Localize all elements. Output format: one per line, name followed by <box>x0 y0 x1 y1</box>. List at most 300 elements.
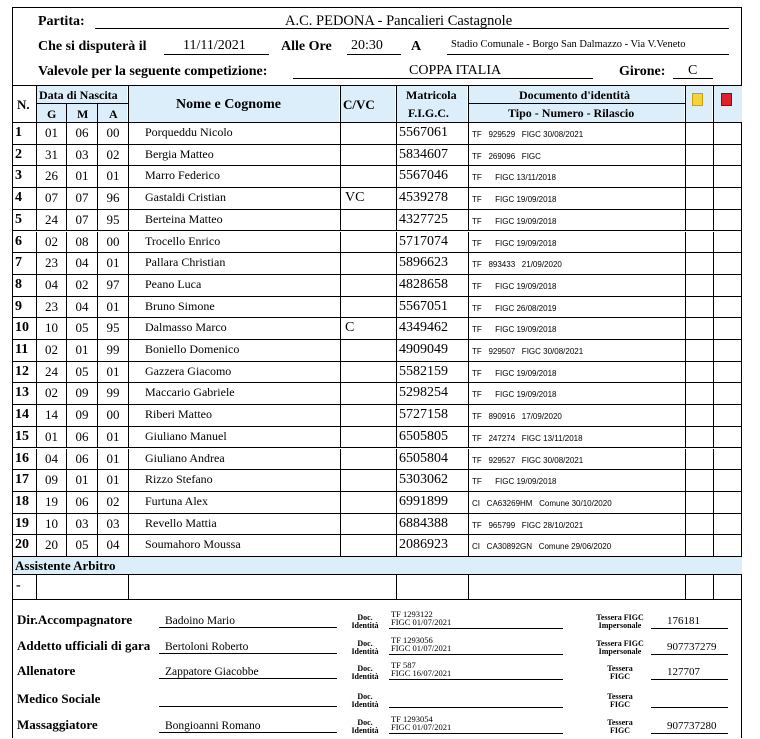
disputera-label: Che si disputerà il <box>38 39 147 54</box>
player-document: TF FIGC 19/09/2018 <box>472 216 557 226</box>
player-document: CI CA63269HM Comune 30/10/2020 <box>472 498 612 508</box>
row-divider <box>128 297 129 319</box>
hdr-div-2 <box>128 86 129 122</box>
player-name: Maccario Gabriele <box>145 385 235 400</box>
row-divider <box>685 405 686 427</box>
player-number: 13 <box>15 385 29 401</box>
player-name: Bruno Simone <box>145 298 215 313</box>
row-divider <box>468 514 469 536</box>
player-document: TF 965799 FIGC 28/10/2021 <box>472 520 584 530</box>
row-divider <box>128 514 129 536</box>
row-divider <box>685 123 686 145</box>
distinta-sheet <box>12 7 742 738</box>
player-number: 7 <box>15 255 22 271</box>
hdr-div-ma <box>97 103 98 122</box>
player-name: Giuliano Manuel <box>145 428 227 443</box>
player-number: 18 <box>15 493 29 509</box>
row-divider <box>468 405 469 427</box>
row-divider <box>468 362 469 384</box>
player-birth-month: 03 <box>75 146 89 162</box>
player-row <box>13 253 742 275</box>
player-birth-year: 00 <box>106 407 120 423</box>
player-number: 5 <box>15 211 22 227</box>
player-birth-day: 04 <box>45 276 58 292</box>
player-name: Bergia Matteo <box>145 146 214 161</box>
doc-label-2: Identità <box>351 647 379 656</box>
player-name: Pallara Christian <box>145 255 226 270</box>
tessera-value: 176181 <box>667 615 700 627</box>
player-name: Rizzo Stefano <box>145 472 213 487</box>
row-divider <box>685 318 686 340</box>
tessera-label-1: Tessera <box>607 692 633 701</box>
player-row <box>13 275 742 297</box>
row-divider <box>396 514 397 536</box>
column-header <box>13 85 742 123</box>
player-birth-month: 04 <box>75 255 89 271</box>
row-divider <box>128 210 129 232</box>
player-matricola: 5834607 <box>399 146 448 162</box>
player-matricola: 5727158 <box>399 407 448 423</box>
player-birth-day: 20 <box>45 537 58 553</box>
doc-value-2: FIGC 16/07/2021 <box>391 668 452 678</box>
player-birth-day: 19 <box>45 493 58 509</box>
staff-role-label: Addetto ufficiali di gara <box>17 638 151 653</box>
player-name: Furtuna Alex <box>145 493 208 508</box>
tessera-value: 907737280 <box>667 720 717 732</box>
doc-label-1: Doc. <box>357 718 373 727</box>
as-div-6 <box>713 575 714 599</box>
player-number: 15 <box>15 428 29 444</box>
tessera-value: 127707 <box>667 666 700 678</box>
player-birth-month: 09 <box>75 385 89 401</box>
row-divider <box>340 275 341 297</box>
row-divider <box>128 362 129 384</box>
girone-value: C <box>688 63 698 78</box>
doc-value-1: TF 1293054 <box>391 714 433 724</box>
player-matricola: 5582159 <box>399 363 448 379</box>
player-birth-year: 00 <box>106 125 120 140</box>
player-number: 2 <box>15 146 22 162</box>
player-row <box>13 514 742 536</box>
tessera-label-2: Impersonale <box>598 621 642 630</box>
player-row <box>13 362 742 384</box>
staff-name: Bertoloni Roberto <box>165 641 249 653</box>
assistente-row <box>13 575 742 600</box>
row-divider <box>713 362 714 384</box>
player-document: TF 890916 17/09/2020 <box>472 412 562 422</box>
player-number: 12 <box>15 363 29 379</box>
match-time: 20:30 <box>351 38 383 53</box>
hdr-cvc: C/VC <box>343 97 375 112</box>
row-divider <box>340 340 341 362</box>
row-divider <box>128 427 129 449</box>
player-number: 19 <box>15 515 29 531</box>
row-divider <box>128 492 129 514</box>
player-birth-day: 04 <box>45 450 58 466</box>
player-birth-day: 01 <box>45 125 58 140</box>
player-birth-year: 95 <box>106 320 120 336</box>
row-divider <box>396 449 397 471</box>
player-document: TF FIGC 19/09/2018 <box>472 238 557 248</box>
player-birth-month: 01 <box>75 342 89 357</box>
row-divider <box>713 405 714 427</box>
row-divider <box>396 318 397 340</box>
player-document: TF FIGC 26/08/2019 <box>472 303 557 313</box>
player-matricola: 5717074 <box>399 233 448 249</box>
player-number: 17 <box>15 472 29 488</box>
player-birth-year: 00 <box>106 233 120 249</box>
player-matricola: 2086923 <box>399 537 448 553</box>
row-divider <box>396 188 397 210</box>
row-divider <box>340 470 341 492</box>
player-birth-month: 03 <box>75 515 89 531</box>
row-divider <box>685 492 686 514</box>
row-divider <box>396 145 397 167</box>
player-matricola: 4349462 <box>399 320 448 336</box>
player-row <box>13 470 742 492</box>
row-divider <box>685 427 686 449</box>
player-number: 4 <box>15 190 22 206</box>
player-document: TF FIGC 19/09/2018 <box>472 325 557 335</box>
player-number: 16 <box>15 450 29 466</box>
row-divider <box>685 210 686 232</box>
row-divider <box>713 253 714 275</box>
hdr-split-data <box>37 103 128 104</box>
hdr-div-6 <box>685 86 686 122</box>
player-birth-month: 09 <box>75 407 89 423</box>
row-divider <box>468 318 469 340</box>
player-matricola: 6505805 <box>399 428 448 444</box>
player-matricola: 6884388 <box>399 515 448 531</box>
player-number: 14 <box>15 407 29 423</box>
hdr-documento: Documento d'identità <box>519 88 630 102</box>
player-document: TF FIGC 13/11/2018 <box>472 173 556 183</box>
player-birth-month: 06 <box>75 450 89 466</box>
row-divider <box>128 383 129 405</box>
row-divider <box>396 166 397 188</box>
row-divider <box>685 145 686 167</box>
row-divider <box>340 188 341 210</box>
row-divider <box>396 123 397 145</box>
player-matricola: 6991899 <box>399 493 448 509</box>
assistente-label: Assistente Arbitro <box>15 558 116 573</box>
tessera-label-2: FIGC <box>610 672 630 681</box>
row-divider <box>685 470 686 492</box>
player-birth-day: 23 <box>45 255 58 271</box>
staff-role-label: Massaggiatore <box>17 717 98 732</box>
row-divider <box>685 535 686 557</box>
row-divider <box>713 449 714 471</box>
player-number: 1 <box>15 125 22 140</box>
row-divider <box>713 210 714 232</box>
staff-name-underline <box>159 688 337 707</box>
player-birth-year: 01 <box>106 168 120 184</box>
doc-label-1: Doc. <box>357 639 373 648</box>
row-divider <box>685 275 686 297</box>
row-divider <box>396 383 397 405</box>
player-name: Gastaldi Cristian <box>145 190 226 205</box>
row-divider <box>396 275 397 297</box>
player-matricola: 5298254 <box>399 385 448 401</box>
row-divider <box>468 492 469 514</box>
row-divider <box>713 492 714 514</box>
row-divider <box>128 318 129 340</box>
row-divider <box>685 166 686 188</box>
doc-value-2: FIGC 01/07/2021 <box>391 722 452 732</box>
doc-label-1: Doc. <box>357 613 373 622</box>
player-birth-year: 02 <box>106 146 120 162</box>
row-divider <box>468 232 469 254</box>
player-name: Porqueddu Nicolo <box>145 125 233 139</box>
player-name: Gazzera Giacomo <box>145 363 232 378</box>
match-date: 11/11/2021 <box>183 38 246 53</box>
row-divider <box>713 188 714 210</box>
player-birth-year: 01 <box>106 428 120 444</box>
row-divider <box>128 340 129 362</box>
tessera-label-1: Tessera <box>607 718 633 727</box>
row-divider <box>713 427 714 449</box>
staff-name: Badoino Mario <box>165 615 235 627</box>
player-number: 11 <box>15 342 29 357</box>
player-document: TF 247274 FIGC 13/11/2018 <box>472 433 583 443</box>
row-divider <box>713 166 714 188</box>
player-birth-year: 97 <box>106 276 120 292</box>
row-divider <box>340 514 341 536</box>
row-divider <box>685 340 686 362</box>
row-divider <box>396 535 397 557</box>
row-divider <box>713 514 714 536</box>
player-birth-month: 04 <box>75 298 89 314</box>
player-row <box>13 145 742 167</box>
row-divider <box>468 383 469 405</box>
player-name: Giuliano Andrea <box>145 450 225 465</box>
player-document: TF FIGC 19/09/2018 <box>472 390 557 400</box>
as-div-4 <box>468 575 469 599</box>
row-divider <box>340 383 341 405</box>
row-divider <box>396 427 397 449</box>
player-number: 8 <box>15 276 22 292</box>
row-divider <box>468 166 469 188</box>
row-divider <box>468 297 469 319</box>
row-divider <box>685 297 686 319</box>
row-divider <box>713 145 714 167</box>
assistente-bar <box>13 557 742 575</box>
player-birth-month: 07 <box>75 190 89 206</box>
row-divider <box>340 297 341 319</box>
doc-value-2: FIGC 01/07/2021 <box>391 617 452 627</box>
tessera-label-2: FIGC <box>610 726 630 735</box>
staff-name: Bongioanni Romano <box>165 720 261 732</box>
doc-value-1: TF 1293056 <box>391 635 433 645</box>
player-birth-year: 99 <box>106 342 120 357</box>
tessera-underline <box>651 688 728 708</box>
hdr-m: M <box>77 107 89 121</box>
row-divider <box>468 535 469 557</box>
row-divider <box>685 362 686 384</box>
player-birth-year: 01 <box>106 450 120 466</box>
staff-name: Zappatore Giacobbe <box>165 666 259 678</box>
as-div-1 <box>36 575 37 599</box>
player-birth-month: 06 <box>75 428 89 444</box>
tessera-label-1: Tessera FIGC <box>596 613 644 622</box>
staff-role-label: Dir.Accompagnatore <box>17 612 133 627</box>
player-name: Peano Luca <box>145 276 202 291</box>
player-cvc: C <box>345 320 355 336</box>
player-birth-day: 26 <box>45 168 58 184</box>
player-birth-month: 08 <box>75 233 89 249</box>
row-divider <box>713 297 714 319</box>
player-birth-year: 99 <box>106 385 120 401</box>
player-matricola: 6505804 <box>399 450 448 466</box>
hdr-div-5 <box>468 86 469 122</box>
tessera-value: 907737279 <box>667 641 717 653</box>
row-divider <box>340 166 341 188</box>
player-birth-year: 01 <box>106 472 120 488</box>
tessera-label-2: Impersonale <box>598 647 642 656</box>
player-number: 9 <box>15 298 22 314</box>
row-divider <box>128 253 129 275</box>
row-divider <box>340 427 341 449</box>
player-cvc: VC <box>345 190 365 206</box>
row-divider <box>340 362 341 384</box>
a-label: A <box>411 39 422 54</box>
player-birth-month: 02 <box>75 276 89 292</box>
red-card-icon <box>721 93 732 106</box>
player-document: TF 929527 FIGC 30/08/2021 <box>472 455 584 465</box>
doc-label-2: Identità <box>351 672 379 681</box>
row-divider <box>713 340 714 362</box>
hdr-div-1 <box>36 86 37 122</box>
assistente-row-n: - <box>16 578 21 593</box>
player-birth-month: 01 <box>75 168 89 184</box>
player-birth-month: 01 <box>75 472 89 488</box>
row-divider <box>713 275 714 297</box>
player-birth-day: 09 <box>45 472 58 488</box>
tessera-label-1: Tessera FIGC <box>596 639 644 648</box>
player-matricola: 5303062 <box>399 472 448 488</box>
row-divider <box>685 253 686 275</box>
row-divider <box>685 383 686 405</box>
row-divider <box>340 449 341 471</box>
row-divider <box>468 145 469 167</box>
row-divider <box>713 232 714 254</box>
row-divider <box>128 470 129 492</box>
row-divider <box>128 275 129 297</box>
as-div-5 <box>685 575 686 599</box>
player-number: 3 <box>15 168 22 184</box>
player-birth-day: 14 <box>45 407 58 423</box>
staff-role-label: Medico Sociale <box>17 691 101 706</box>
doc-label-2: Identità <box>351 700 379 709</box>
row-divider <box>468 470 469 492</box>
player-document: TF 929529 FIGC 30/08/2021 <box>472 130 584 139</box>
doc-label-1: Doc. <box>357 692 373 701</box>
hdr-div-3 <box>340 86 341 122</box>
row-divider <box>396 297 397 319</box>
row-divider <box>685 188 686 210</box>
girone-label: Girone: <box>619 64 666 79</box>
row-divider <box>340 405 341 427</box>
row-divider <box>340 535 341 557</box>
doc-label-2: Identità <box>351 621 379 630</box>
hdr-n: N. <box>17 97 30 112</box>
row-divider <box>713 470 714 492</box>
row-divider <box>340 232 341 254</box>
player-document: TF FIGC 19/09/2018 <box>472 368 557 378</box>
player-row <box>13 123 742 145</box>
player-birth-day: 02 <box>45 342 58 357</box>
row-divider <box>396 362 397 384</box>
player-name: Dalmasso Marco <box>145 320 227 335</box>
row-divider <box>128 232 129 254</box>
as-div-2 <box>128 575 129 599</box>
player-row <box>13 166 742 188</box>
row-divider <box>396 405 397 427</box>
row-divider <box>128 535 129 557</box>
player-document: TF FIGC 19/09/2018 <box>472 281 557 291</box>
player-row <box>13 297 742 319</box>
player-matricola: 5567046 <box>399 168 448 184</box>
player-row <box>13 340 742 362</box>
row-divider <box>713 318 714 340</box>
player-matricola: 5567061 <box>399 125 448 140</box>
row-divider <box>713 383 714 405</box>
tessera-label-1: Tessera <box>607 664 633 673</box>
doc-value-1: TF 587 <box>391 660 416 670</box>
player-matricola: 4539278 <box>399 190 448 206</box>
hdr-div-4 <box>396 86 397 122</box>
player-birth-day: 24 <box>45 211 58 227</box>
staff-role-label: Allenatore <box>17 663 76 678</box>
player-document: TF FIGC 19/09/2018 <box>472 477 557 487</box>
player-row <box>13 232 742 254</box>
row-divider <box>396 232 397 254</box>
row-divider <box>396 210 397 232</box>
row-divider <box>340 318 341 340</box>
doc-value-2: FIGC 01/07/2021 <box>391 643 452 653</box>
doc-underline <box>389 687 563 708</box>
doc-label-1: Doc. <box>357 664 373 673</box>
row-divider <box>685 449 686 471</box>
player-row <box>13 535 742 557</box>
hdr-div-7 <box>713 86 714 122</box>
ore-label: Alle Ore <box>281 39 332 54</box>
player-matricola: 4327725 <box>399 211 448 227</box>
player-name: Riberi Matteo <box>145 407 212 422</box>
row-divider <box>396 253 397 275</box>
player-number: 10 <box>15 320 29 336</box>
row-divider <box>128 405 129 427</box>
row-divider <box>468 188 469 210</box>
player-birth-day: 02 <box>45 385 58 401</box>
player-row <box>13 210 742 232</box>
row-divider <box>468 340 469 362</box>
player-birth-month: 06 <box>75 125 89 140</box>
player-birth-month: 05 <box>75 537 89 553</box>
hdr-a: A <box>109 107 118 121</box>
row-divider <box>468 210 469 232</box>
player-row <box>13 405 742 427</box>
row-divider <box>396 492 397 514</box>
player-birth-month: 05 <box>75 320 89 336</box>
hdr-div-gm <box>66 103 67 122</box>
row-divider <box>340 210 341 232</box>
player-birth-day: 24 <box>45 363 58 379</box>
row-divider <box>396 470 397 492</box>
player-birth-day: 23 <box>45 298 58 314</box>
player-document: TF 893433 21/09/2020 <box>472 260 562 270</box>
player-birth-year: 02 <box>106 493 120 509</box>
